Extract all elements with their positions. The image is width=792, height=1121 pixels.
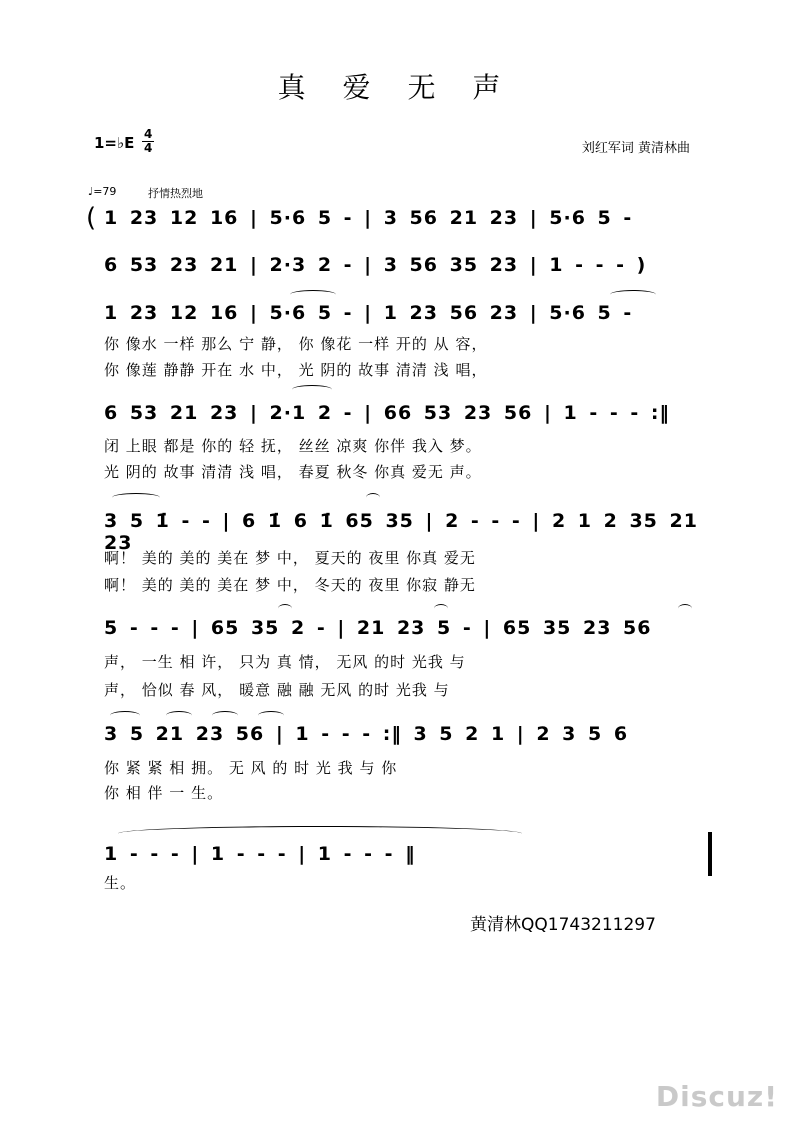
final-barline <box>708 832 712 876</box>
slur <box>366 493 380 502</box>
slur <box>212 711 238 720</box>
score-line-1 <box>104 207 714 237</box>
lyric-line-6a: 声， 一生 相 许， 只为 真 情， 无风 的时 光我 与 <box>104 653 466 671</box>
time-signature <box>142 128 154 155</box>
watermark: Discuz! <box>655 1080 778 1113</box>
key-signature: 1=♭E <box>94 134 135 152</box>
meter-top: 4 <box>144 127 153 141</box>
score-line-8 <box>104 843 714 873</box>
notes-line-4: 6 53 21 23 | 2·1 2 - | 66 53 23 56 | 1 - - - :‖ <box>104 402 670 424</box>
long-tie <box>118 826 522 841</box>
score-line-2 <box>104 254 714 284</box>
lyric-line-4b: 光 阴的 故事 清清 浅 唱， 春夏 秋冬 你真 爱无 声。 <box>104 463 482 481</box>
score-line-5 <box>104 510 714 554</box>
slur <box>258 711 284 720</box>
score-line-4 <box>104 402 714 432</box>
slur <box>290 290 336 299</box>
notes-line-3: 1 23 12 16 | 5·6 5 - | 1 23 56 23 | 5·6 5 - <box>104 302 633 324</box>
lyric-line-3b: 你 像莲 静静 开在 水 中， 光 阴的 故事 清清 浅 唱， <box>104 361 488 379</box>
score-line-3 <box>104 302 714 332</box>
slur <box>112 493 160 502</box>
slur <box>610 290 656 299</box>
meter-bottom: 4 <box>144 141 153 155</box>
slur <box>278 604 292 613</box>
lyric-line-5a: 啊！ 美的 美的 美在 梦 中， 夏天的 夜里 你真 爱无 <box>104 549 476 567</box>
notes-line-6: 5 - - - | 65 35 2 - | 21 23 5 - | 65 35 23 56 <box>104 617 652 639</box>
slur <box>292 385 332 394</box>
arranger-signature: 黄清林QQ1743211297 <box>470 915 656 935</box>
lyric-line-6b: 声， 恰似 春 风， 暖意 融 融 无风 的时 光我 与 <box>104 681 450 699</box>
lyric-line-8: 生。 <box>104 874 137 892</box>
lyric-line-7b: 你 相 伴 一 生。 <box>104 784 224 802</box>
intro-open-paren: ( <box>86 203 97 233</box>
notes-line-2: 6 53 23 21 | 2·3 2 - | 3 56 35 23 | 1 - - - ) <box>104 254 647 276</box>
lyric-line-3a: 你 像水 一样 那么 宁 静， 你 像花 一样 开的 从 容， <box>104 335 488 353</box>
notes-line-7: 3 5 21 23 56 | 1 - - - :‖ 3 5 2 1 | 2 3 5 6 <box>104 723 629 745</box>
score-line-7 <box>104 723 714 753</box>
song-title: 真 爱 无 声 <box>277 71 515 104</box>
notes-line-8: 1 - - - | 1 - - - | 1 - - - ‖ <box>104 843 416 865</box>
credits: 刘红军词 黄清林曲 <box>581 141 690 156</box>
lyric-line-5b: 啊！ 美的 美的 美在 梦 中， 冬天的 夜里 你寂 静无 <box>104 576 476 594</box>
slur <box>434 604 448 613</box>
score-line-6 <box>104 617 714 647</box>
slur <box>166 711 192 720</box>
slur <box>110 711 140 720</box>
notes-line-1: 1 23 12 16 | 5·6 5 - | 3 56 21 23 | 5·6 5 - <box>104 207 633 229</box>
tempo-marking: ♩=79 <box>88 185 117 198</box>
slur <box>678 604 692 613</box>
notes-line-5: 3 5 1̇ - - | 6 1̇ 6 1̇ 65 35 | 2 - - - | 2 1 2 35 21 23 <box>104 510 698 554</box>
expression-marking: 抒情热烈地 <box>148 187 203 200</box>
lyric-line-4a: 闭 上眼 都是 你的 轻 抚， 丝丝 凉爽 你伴 我入 梦。 <box>104 437 482 455</box>
lyric-line-7a: 你 紧 紧 相 拥。 无 风 的 时 光 我 与 你 <box>104 759 398 777</box>
